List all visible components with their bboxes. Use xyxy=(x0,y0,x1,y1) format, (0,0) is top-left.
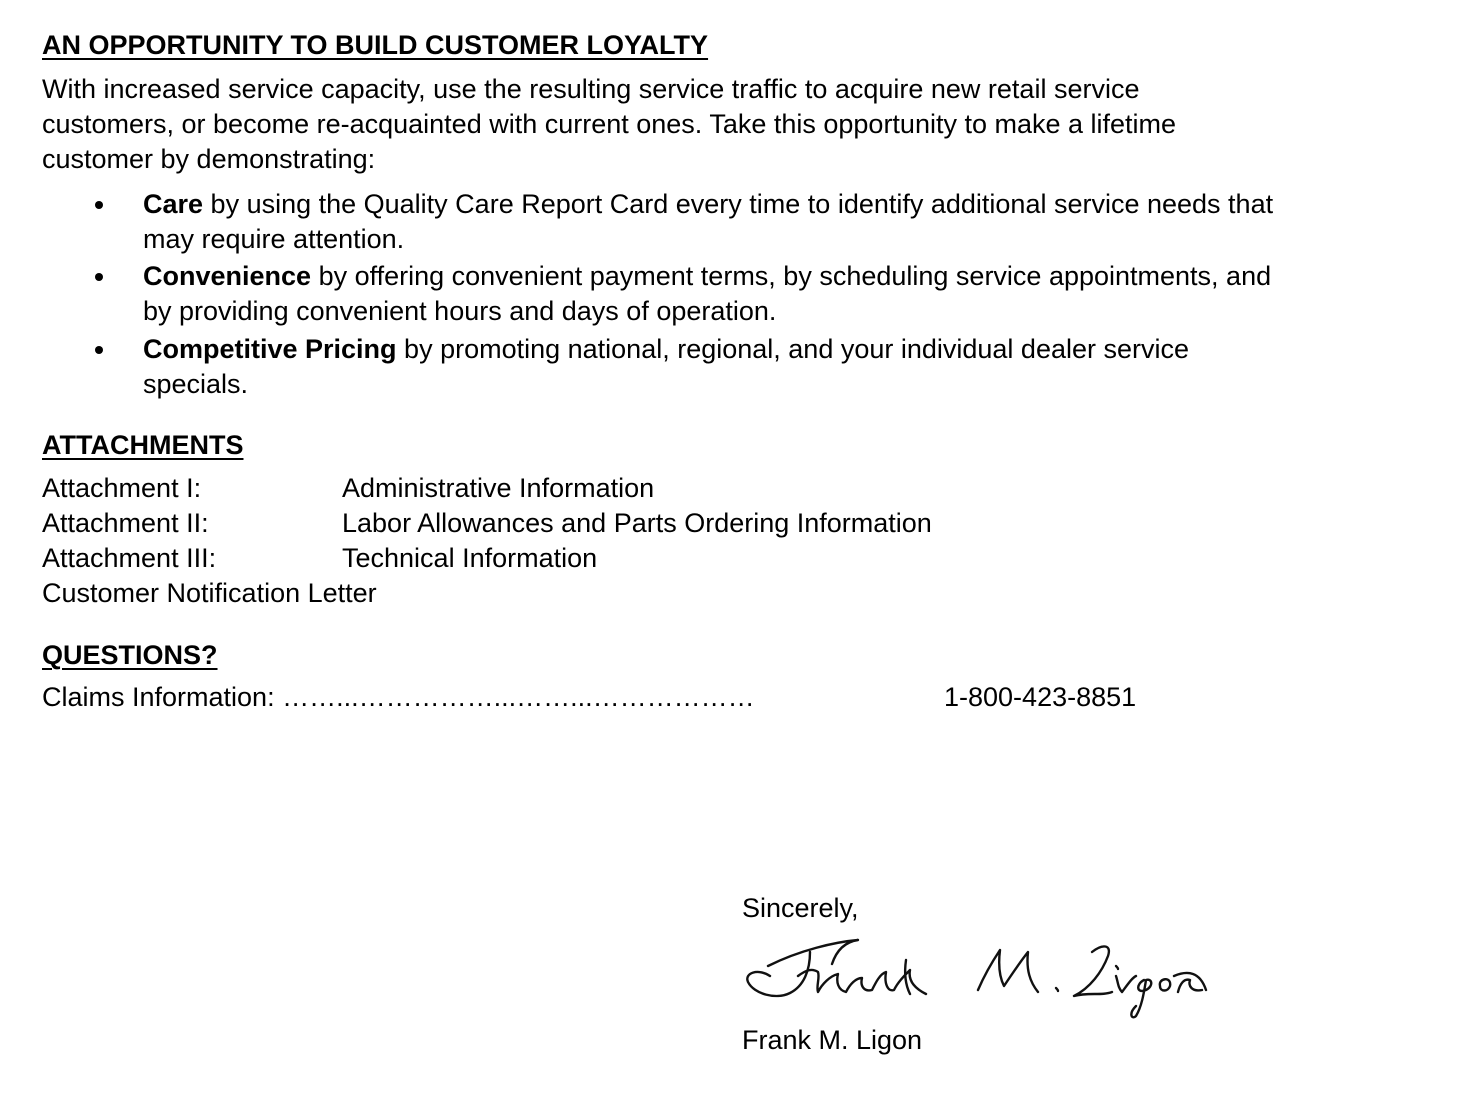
section-heading-attachments: ATTACHMENTS xyxy=(42,430,244,460)
section-heading-loyalty: AN OPPORTUNITY TO BUILD CUSTOMER LOYALTY xyxy=(42,30,709,60)
bullet-description-continued: by providing convenient hours and days of operation. xyxy=(143,296,777,326)
bullet-term: Care xyxy=(143,189,204,219)
bullet-dot xyxy=(95,273,103,281)
bullet-description-continued: may require attention. xyxy=(143,224,405,254)
claims-info-line xyxy=(42,680,755,715)
handwritten-signature xyxy=(740,930,1210,1022)
bullet-text xyxy=(143,187,1443,257)
bullet-dot xyxy=(95,201,103,209)
bullet-description: by offering convenient payment terms, by scheduling service appointments, and xyxy=(311,261,1272,291)
section-heading-questions: QUESTIONS? xyxy=(42,640,218,670)
bullet-term: Competitive Pricing xyxy=(143,334,397,364)
attachment-label: Attachment III: xyxy=(42,543,217,573)
bullet-description: by promoting national, regional, and your individual dealer service xyxy=(396,334,1190,364)
claims-phone-number: 1-800-423-8851 xyxy=(944,682,1137,712)
bullet-description: by using the Quality Care Report Card every time to identify additional service needs that xyxy=(203,189,1274,219)
bullet-description-continued: specials. xyxy=(143,369,249,399)
attachment-extra: Customer Notification Letter xyxy=(42,578,377,608)
intro-paragraph-line-2: customers, or become re-acquainted with current ones. Take this opportunity to make a lifetime xyxy=(42,109,1177,139)
closing-salutation: Sincerely, xyxy=(742,893,859,923)
intro-paragraph-line-1: With increased service capacity, use the resulting service traffic to acquire new retail service xyxy=(42,74,1140,104)
attachment-label: Attachment I: xyxy=(42,473,202,503)
claims-label: Claims Information: xyxy=(42,682,283,712)
intro-paragraph-line-3: customer by demonstrating: xyxy=(42,144,376,174)
attachment-title: Labor Allowances and Parts Ordering Information xyxy=(342,508,932,538)
bullet-term: Convenience xyxy=(143,261,312,291)
attachment-title: Technical Information xyxy=(342,543,598,573)
bullet-dot xyxy=(95,346,103,354)
attachment-label: Attachment II: xyxy=(42,508,209,538)
claims-dot-leader: ……...……………...……...……………… xyxy=(282,682,755,712)
bullet-text xyxy=(143,259,1443,329)
attachment-title: Administrative Information xyxy=(342,473,655,503)
signer-name: Frank M. Ligon xyxy=(742,1025,923,1055)
bullet-text xyxy=(143,332,1443,402)
